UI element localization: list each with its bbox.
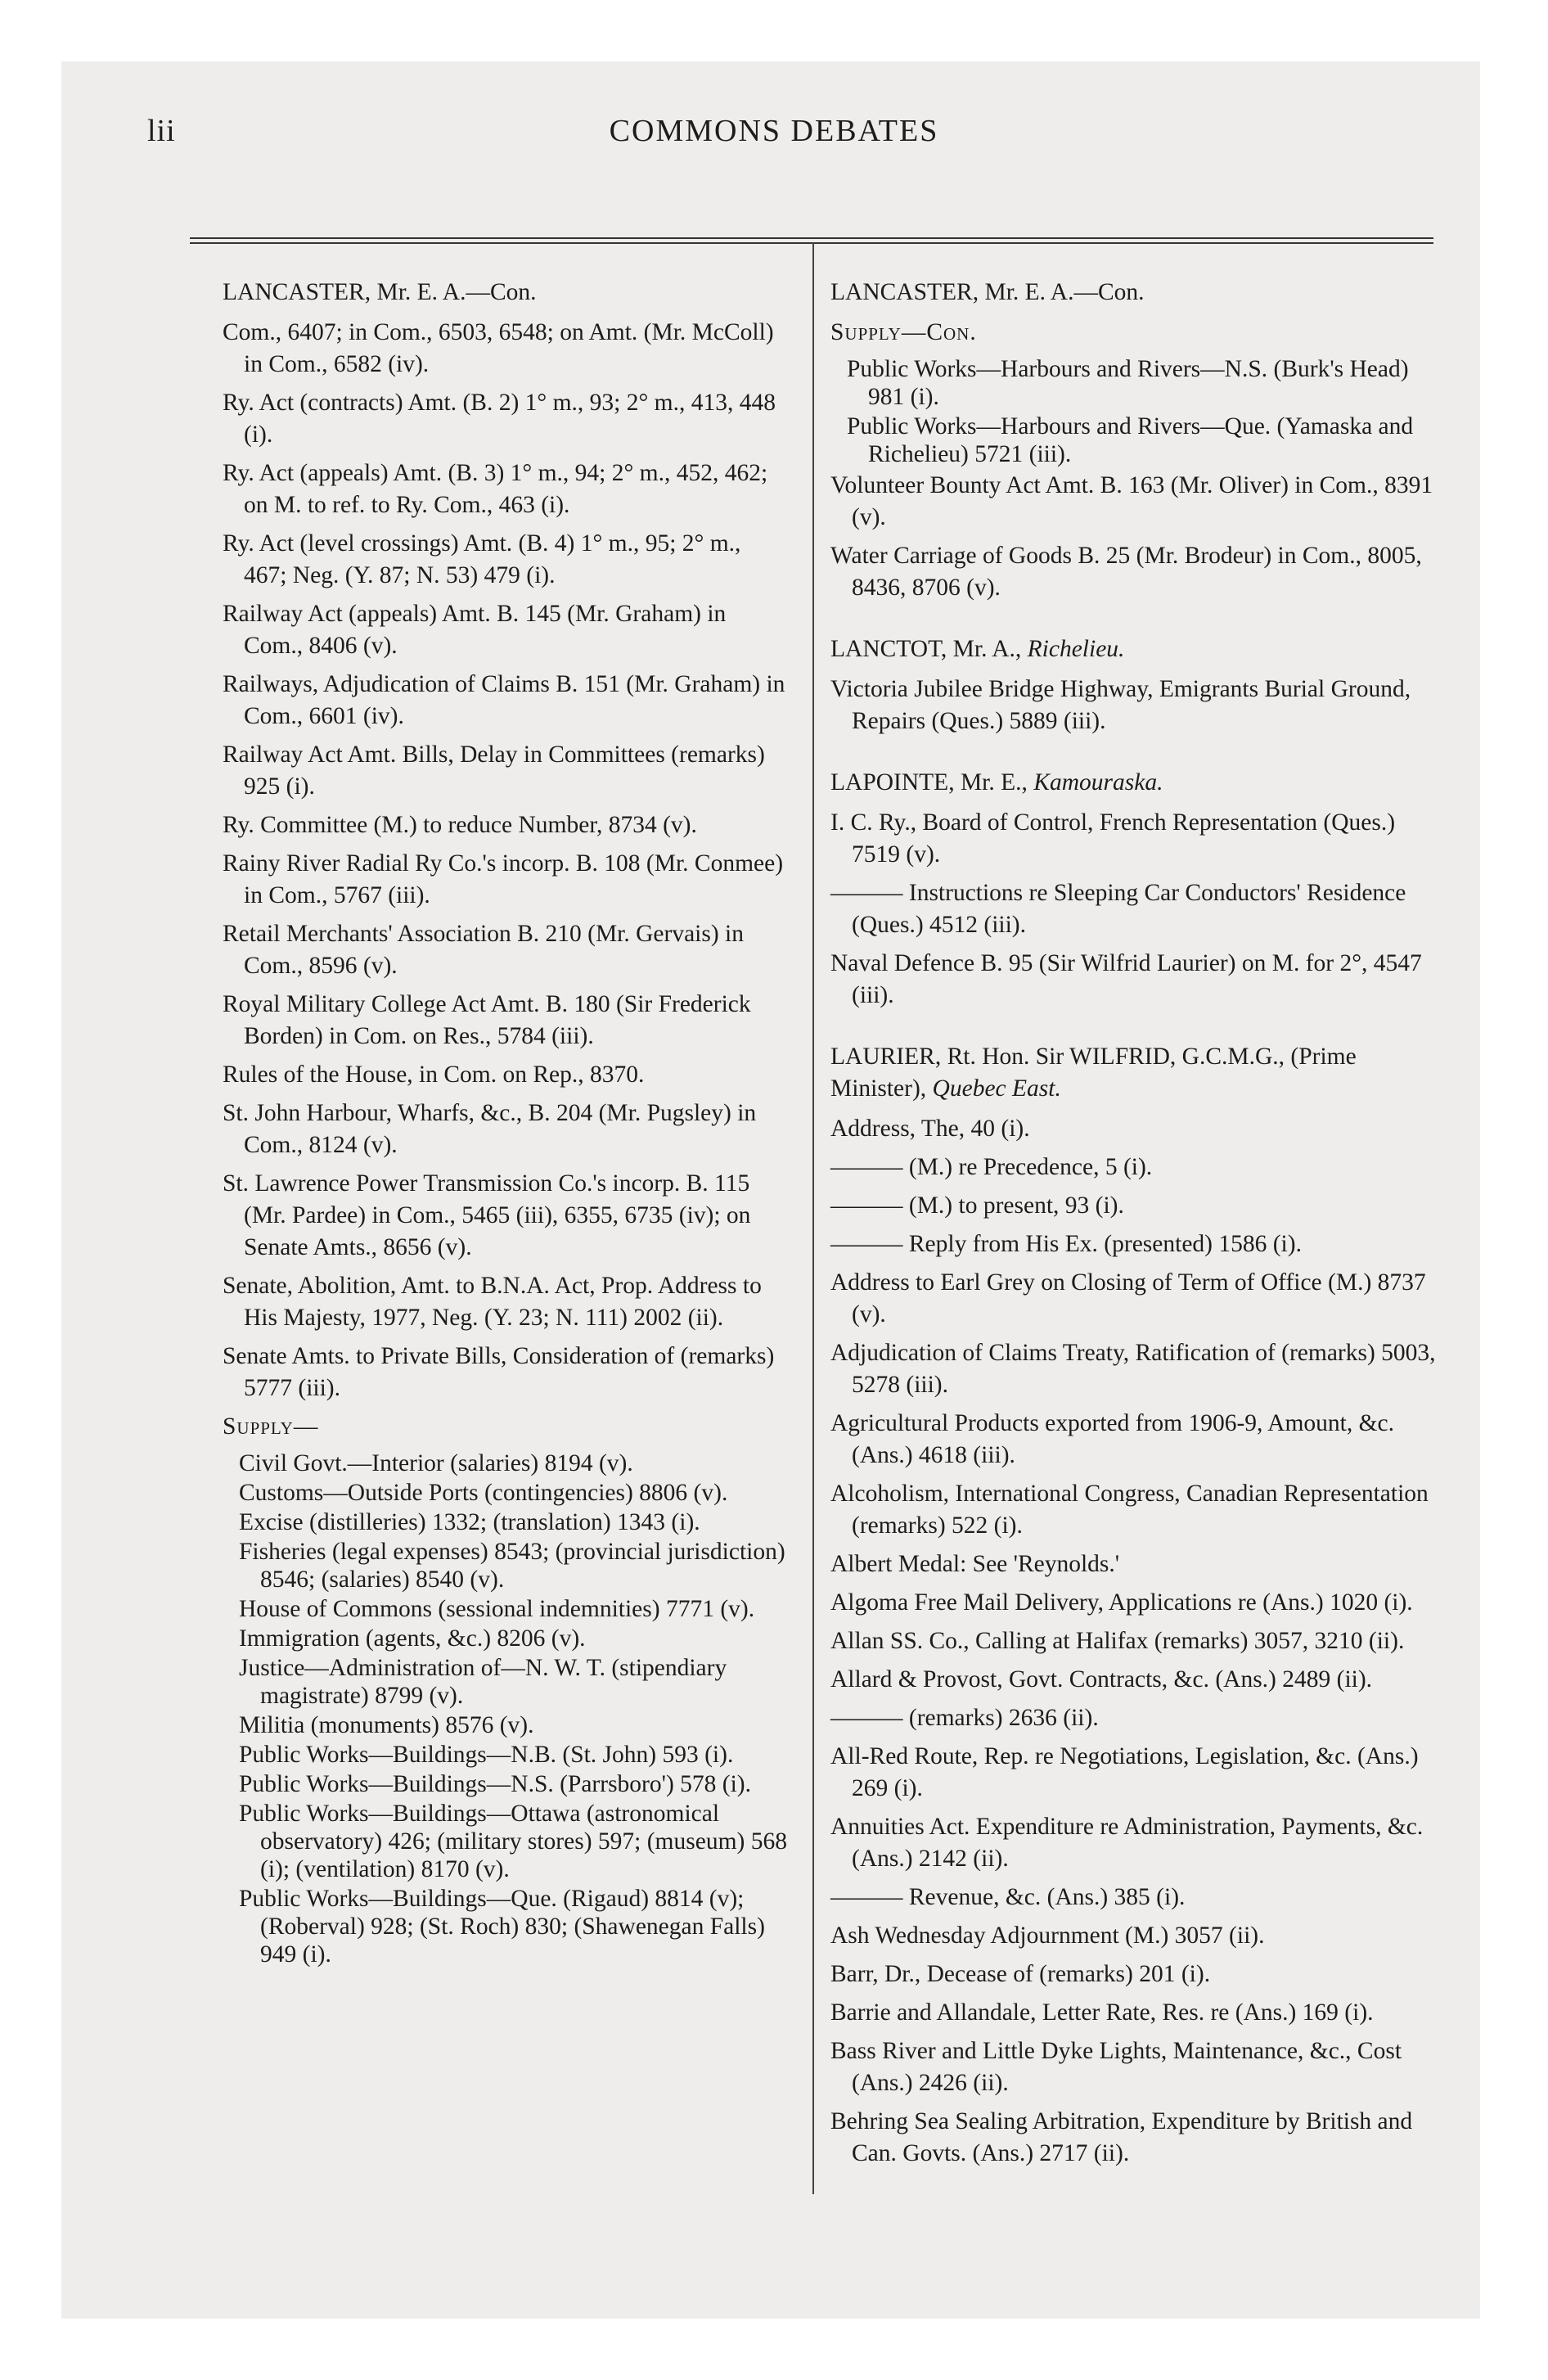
- entry-heading-lanctot: [830, 633, 1436, 665]
- index-entry: Ry. Act (contracts) Amt. (B. 2) 1° m., 93; 2° m., 413, 448 (i).: [223, 390, 776, 448]
- index-entry: Barrie and Allandale, Letter Rate, Res. re (Ans.) 169 (i).: [830, 1999, 1374, 2026]
- index-entry: Public Works—Buildings—Ottawa (astronomical observatory) 426; (military stores) 597; (museum) 568 (i); (ventilation) 8170 (v).: [239, 1801, 787, 1882]
- index-entry: Retail Merchants' Association B. 210 (Mr. Gervais) in Com., 8596 (v).: [223, 921, 745, 979]
- index-entry: All-Red Route, Rep. re Negotiations, Legislation, &c. (Ans.) 269 (i).: [830, 1743, 1419, 1801]
- page-number: lii: [147, 114, 176, 148]
- member-name: LANCTOT, Mr. A.,: [830, 636, 1028, 662]
- header-rule-top: [190, 237, 1433, 239]
- index-entry: ——— Reply from His Ex. (presented) 1586 (i).: [830, 1231, 1302, 1257]
- supply-heading: Supply—: [223, 1413, 319, 1440]
- index-entry: Railways, Adjudication of Claims B. 151 (Mr. Graham) in Com., 6601 (iv).: [223, 671, 785, 729]
- riding-name: Richelieu.: [1027, 636, 1125, 662]
- riding-name: Kamouraska.: [1033, 769, 1163, 796]
- index-entry: Allard & Provost, Govt. Contracts, &c. (Ans.) 2489 (ii).: [830, 1666, 1373, 1693]
- index-entry: Militia (monuments) 8576 (v).: [239, 1712, 534, 1738]
- laurier-entries: [830, 1113, 1436, 2170]
- index-entry: Senate, Abolition, Amt. to B.N.A. Act, Prop. Address to His Majesty, 1977, Neg. (Y. 23; N. 111) 2002 (ii).: [223, 1273, 762, 1331]
- index-entry: Justice—Administration of—N. W. T. (stipendiary magistrate) 8799 (v).: [239, 1655, 727, 1709]
- index-entry: Excise (distilleries) 1332; (translation) 1343 (i).: [239, 1509, 700, 1535]
- index-entry: Agricultural Products exported from 1906-9, Amount, &c. (Ans.) 4618 (iii).: [830, 1410, 1395, 1468]
- member-name: LAURIER, Rt. Hon. Sir WILFRID, G.C.M.G., (Prime Minister),: [830, 1044, 1357, 1102]
- index-entry: Volunteer Bounty Act Amt. B. 163 (Mr. Oliver) in Com., 8391 (v).: [830, 472, 1433, 530]
- index-entry: Naval Defence B. 95 (Sir Wilfrid Laurier) on M. for 2°, 4547 (iii).: [830, 950, 1422, 1008]
- entry-heading-lapointe: [830, 767, 1436, 799]
- index-entry: Royal Military College Act Amt. B. 180 (Sir Frederick Borden) in Com. on Res., 5784 (iii).: [223, 991, 751, 1049]
- index-entry: Fisheries (legal expenses) 8543; (provincial jurisdiction) 8546; (salaries) 8540 (v).: [239, 1539, 785, 1593]
- index-entry: Albert Medal: See 'Reynolds.': [830, 1551, 1120, 1577]
- index-entry: St. John Harbour, Wharfs, &c., B. 204 (Mr. Pugsley) in Com., 8124 (v).: [223, 1100, 757, 1158]
- index-entry: Public Works—Buildings—Que. (Rigaud) 8814 (v); (Roberval) 928; (St. Roch) 830; (Shawenegan Falls) 949 (i).: [239, 1886, 765, 1968]
- index-entry: Address to Earl Grey on Closing of Term of Office (M.) 8737 (v).: [830, 1269, 1426, 1327]
- index-entry: Water Carriage of Goods B. 25 (Mr. Brodeur) in Com., 8005, 8436, 8706 (v).: [830, 543, 1422, 601]
- index-entry: Rules of the House, in Com. on Rep., 8370.: [223, 1062, 645, 1088]
- index-entry: Public Works—Harbours and Rivers—N.S. (Burk's Head) 981 (i).: [847, 356, 1409, 410]
- index-entry: Algoma Free Mail Delivery, Applications re (Ans.) 1020 (i).: [830, 1589, 1413, 1616]
- lanctot-entries: [830, 674, 1436, 737]
- index-entry: Railway Act Amt. Bills, Delay in Committees (remarks) 925 (i).: [223, 741, 765, 800]
- member-name: LAPOINTE, Mr. E.,: [830, 769, 1034, 796]
- index-entry: ——— (M.) to present, 93 (i).: [830, 1192, 1124, 1219]
- index-entry: Civil Govt.—Interior (salaries) 8194 (v).: [239, 1450, 633, 1476]
- index-entry: ——— (remarks) 2636 (ii).: [830, 1705, 1099, 1731]
- index-entry: Rainy River Radial Ry Co.'s incorp. B. 108 (Mr. Conmee) in Com., 5767 (iii).: [223, 850, 784, 908]
- index-entry: Railway Act (appeals) Amt. B. 145 (Mr. Graham) in Com., 8406 (v).: [223, 601, 727, 659]
- index-entry: Com., 6407; in Com., 6503, 6548; on Amt. (Mr. McColl) in Com., 6582 (iv).: [223, 319, 774, 377]
- index-entry: Ash Wednesday Adjournment (M.) 3057 (ii).: [830, 1922, 1265, 1949]
- index-entry: Annuities Act. Expenditure re Administration, Payments, &c. (Ans.) 2142 (ii).: [830, 1814, 1424, 1872]
- index-entry: Ry. Act (appeals) Amt. (B. 3) 1° m., 94; 2° m., 452, 462; on M. to ref. to Ry. Com., 463 (i).: [223, 460, 768, 518]
- index-entry: ——— (M.) re Precedence, 5 (i).: [830, 1154, 1153, 1180]
- index-entry: Bass River and Little Dyke Lights, Maintenance, &c., Cost (Ans.) 2426 (ii).: [830, 2038, 1402, 2096]
- index-entry: Senate Amts. to Private Bills, Consideration of (remarks) 5777 (iii).: [223, 1343, 775, 1401]
- index-entry: Immigration (agents, &c.) 8206 (v).: [239, 1625, 586, 1652]
- index-entry: Ry. Committee (M.) to reduce Number, 8734 (v).: [223, 812, 697, 838]
- index-entry: Alcoholism, International Congress, Canadian Representation (remarks) 522 (i).: [830, 1481, 1429, 1539]
- index-entry: Ry. Act (level crossings) Amt. (B. 4) 1° m., 95; 2° m., 467; Neg. (Y. 87; N. 53) 479 (i).: [223, 530, 741, 588]
- left-column: [223, 277, 787, 1970]
- index-entry: Customs—Outside Ports (contingencies) 8806 (v).: [239, 1480, 728, 1506]
- header-rule-bottom: [190, 242, 1433, 244]
- index-entry: Allan SS. Co., Calling at Halifax (remarks) 3057, 3210 (ii).: [830, 1628, 1405, 1654]
- spacer: [830, 1018, 1436, 1041]
- supply-items: [223, 1449, 787, 1968]
- lancaster-more-entries: [830, 470, 1436, 604]
- index-entry: Behring Sea Sealing Arbitration, Expenditure by British and Can. Govts. (Ans.) 2717 (ii).: [830, 2108, 1413, 2166]
- index-entry: ——— Revenue, &c. (Ans.) 385 (i).: [830, 1884, 1186, 1910]
- column-divider: [812, 242, 814, 2194]
- index-entry: Address, The, 40 (i).: [830, 1116, 1030, 1142]
- spacer: [830, 611, 1436, 633]
- lapointe-entries: [830, 807, 1436, 1012]
- entry-heading-lancaster-con: LANCASTER, Mr. E. A.—Con.: [830, 279, 1145, 305]
- index-entry: Barr, Dr., Decease of (remarks) 201 (i).: [830, 1961, 1211, 1987]
- index-entry: Public Works—Buildings—N.B. (St. John) 593 (i).: [239, 1742, 734, 1768]
- left-entries: [223, 317, 787, 1404]
- spacer: [830, 744, 1436, 767]
- page-title: COMMONS DEBATES: [609, 114, 939, 148]
- index-entry: I. C. Ry., Board of Control, French Representation (Ques.) 7519 (v).: [830, 809, 1396, 868]
- index-entry: Public Works—Buildings—N.S. (Parrsboro') 578 (i).: [239, 1771, 751, 1797]
- entry-heading-laurier: [830, 1041, 1436, 1105]
- right-column: [830, 277, 1436, 2176]
- index-entry: ——— Instructions re Sleeping Car Conductors' Residence (Ques.) 4512 (iii).: [830, 880, 1406, 938]
- riding-name: Quebec East.: [932, 1075, 1061, 1102]
- index-entry: Victoria Jubilee Bridge Highway, Emigrants Burial Ground, Repairs (Ques.) 5889 (iii).: [830, 676, 1411, 734]
- index-entry: Adjudication of Claims Treaty, Ratification of (remarks) 5003, 5278 (iii).: [830, 1340, 1436, 1398]
- index-entry: Public Works—Harbours and Rivers—Que. (Yamaska and Richelieu) 5721 (iii).: [847, 413, 1414, 467]
- entry-heading-lancaster: LANCASTER, Mr. E. A.—Con.: [223, 279, 537, 305]
- lancaster-supply-items: [830, 355, 1436, 468]
- index-entry: St. Lawrence Power Transmission Co.'s incorp. B. 115 (Mr. Pardee) in Com., 5465 (iii), 6355, 6735 (iv); on Senate Amts., 8656 (v).: [223, 1170, 751, 1260]
- index-entry: House of Commons (sessional indemnities) 7771 (v).: [239, 1596, 755, 1622]
- supply-con-heading: Supply—Con.: [830, 319, 977, 345]
